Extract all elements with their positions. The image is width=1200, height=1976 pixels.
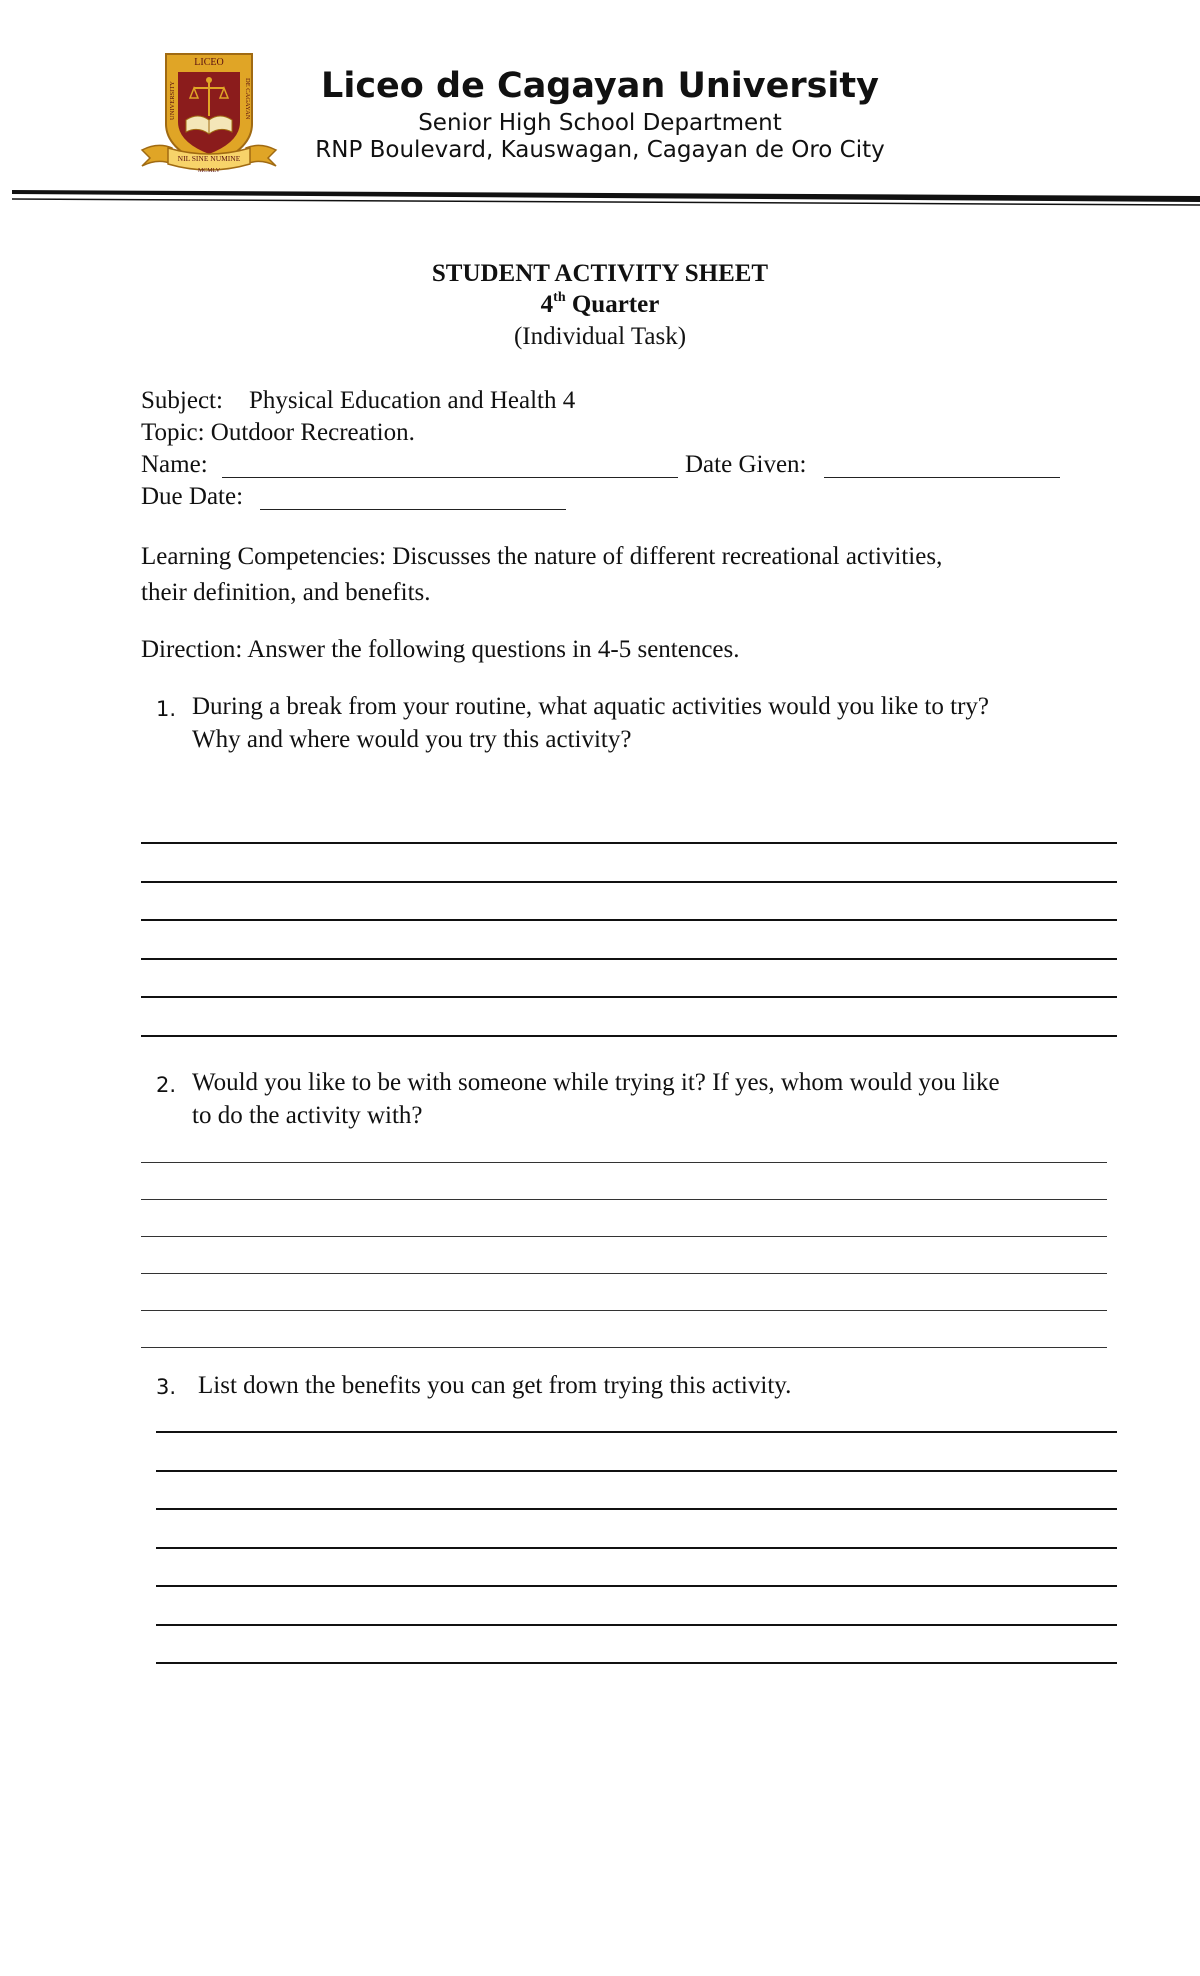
date-given-label: Date Given: xyxy=(685,451,807,478)
answer-line[interactable] xyxy=(141,1199,1107,1200)
question-2-line-2: to do the activity with? xyxy=(192,1102,423,1129)
header-divider xyxy=(12,186,1200,208)
question-3-text: List down the benefits you can get from trying this activity. xyxy=(198,1372,792,1399)
answer-line[interactable] xyxy=(141,1035,1117,1037)
answer-line[interactable] xyxy=(141,919,1117,921)
due-date-blank[interactable] xyxy=(260,509,566,510)
quarter-word: Quarter xyxy=(571,291,660,318)
question-1-text xyxy=(192,690,1112,756)
seal-motto: NIL SINE NUMINE xyxy=(177,154,241,163)
quarter-ordinal-suffix: th xyxy=(553,289,566,305)
question-1-number: 1. xyxy=(156,697,177,721)
answer-line[interactable] xyxy=(141,1347,1107,1348)
name-label: Name: xyxy=(141,451,208,478)
seal-top-text: LICEO xyxy=(194,57,224,68)
quarter-label xyxy=(0,291,1200,319)
name-blank[interactable] xyxy=(222,477,678,478)
answer-line[interactable] xyxy=(141,996,1117,998)
question-3-number: 3. xyxy=(156,1375,177,1399)
answer-line[interactable] xyxy=(141,881,1117,883)
department-name: Senior High School Department xyxy=(418,110,782,136)
university-address: RNP Boulevard, Kauswagan, Cagayan de Oro City xyxy=(315,137,885,163)
task-type: (Individual Task) xyxy=(513,323,687,350)
date-given-blank[interactable] xyxy=(824,477,1060,478)
seal-left-text: UNIVERSITY xyxy=(169,81,176,120)
answer-line[interactable] xyxy=(156,1624,1117,1626)
due-date-label: Due Date: xyxy=(141,483,244,510)
university-seal-logo xyxy=(138,50,280,176)
answer-line[interactable] xyxy=(141,1273,1107,1274)
answer-line[interactable] xyxy=(156,1662,1117,1664)
seal-right-text: DE CAGAYAN xyxy=(244,78,251,120)
answer-line[interactable] xyxy=(141,958,1117,960)
answer-line[interactable] xyxy=(156,1547,1117,1549)
answer-line[interactable] xyxy=(141,1310,1107,1311)
quarter-number: 4 xyxy=(540,291,554,318)
seal-year: MCMLV xyxy=(197,168,221,174)
question-1-line-2: Why and where would you try this activity? xyxy=(192,726,632,753)
sheet-title: STUDENT ACTIVITY SHEET xyxy=(431,260,769,287)
answer-line[interactable] xyxy=(156,1508,1117,1510)
question-2-line-1: Would you like to be with someone while trying it? If yes, whom would you like xyxy=(192,1069,1000,1096)
answer-line[interactable] xyxy=(156,1431,1117,1433)
subject-line xyxy=(141,387,575,415)
direction-text: Direction: Answer the following questions in 4-5 sentences. xyxy=(141,636,740,663)
competencies-line-2: their definition, and benefits. xyxy=(141,579,431,606)
question-1-line-1: During a break from your routine, what aquatic activities would you like to try? xyxy=(192,693,989,720)
university-name: Liceo de Cagayan University xyxy=(321,66,879,106)
answer-line[interactable] xyxy=(156,1470,1117,1472)
learning-competencies xyxy=(141,539,1081,611)
competencies-line-1: Learning Competencies: Discusses the nature of different recreational activities, xyxy=(141,543,943,570)
subject-label: Subject: xyxy=(141,387,223,414)
answer-line[interactable] xyxy=(141,1162,1107,1163)
answer-line[interactable] xyxy=(156,1585,1117,1587)
topic-line: Topic: Outdoor Recreation. xyxy=(141,419,415,446)
question-2-number: 2. xyxy=(156,1073,177,1097)
answer-line[interactable] xyxy=(141,1236,1107,1237)
answer-line[interactable] xyxy=(141,842,1117,844)
subject-value: Physical Education and Health 4 xyxy=(248,387,576,414)
question-2-text xyxy=(192,1066,1112,1132)
